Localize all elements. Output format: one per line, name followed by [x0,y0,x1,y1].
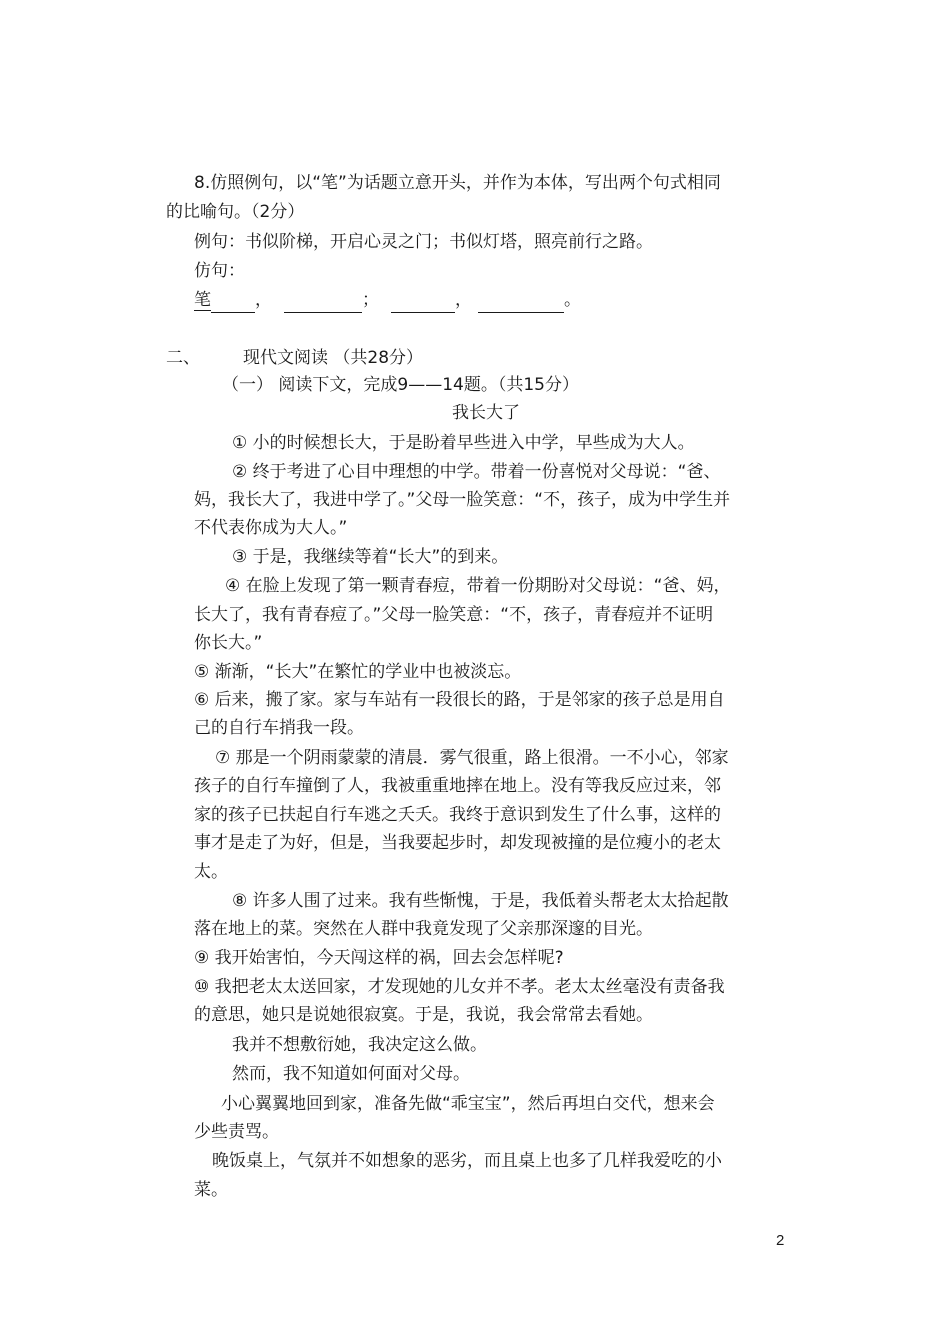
answer-blank-3[interactable] [391,292,455,313]
q8-imitate-label: 仿句： [194,261,245,281]
essay-line: ④ 在脸上发现了第一颗青春痘，带着一份期盼对父母说：“爸、妈， [225,576,731,596]
answer-blank-1[interactable] [211,292,255,313]
q8-line-2: 的比喻句。（2分） [166,202,305,222]
essay-line: 妈，我长大了，我进中学了。”父母一脸笑意：“不，孩子，成为中学生并 [194,490,731,510]
essay-line: 落在地上的菜。突然在人群中我竟发现了父亲那深邃的目光。 [194,919,653,939]
essay-line: 的意思，她只是说她很寂寞。于是，我说，我会常常去看她。 [194,1005,653,1025]
essay-line: 长大了，我有青春痘了。”父母一脸笑意：“不，孩子，青春痘并不证明 [194,605,714,625]
answer-sep-1: ， [255,290,272,310]
essay-line: ⑥ 后来，搬了家。家与车站有一段很长的路，于是邻家的孩子总是用自 [194,690,725,710]
answer-end: 。 [564,290,581,310]
section-number: 二、 [166,348,200,368]
essay-line: 然而，我不知道如何面对父母。 [232,1064,470,1084]
essay-line: 少些责骂。 [194,1122,279,1142]
essay-line: 太。 [194,862,228,882]
essay-line: 事才是走了为好，但是，当我要起步时，却发现被撞的是位瘦小的老太 [194,833,721,853]
q8-example: 例句：书似阶梯，开启心灵之门；书似灯塔，照亮前行之路。 [194,232,653,252]
essay-line: ② 终于考进了心目中理想的中学。带着一份喜悦对父母说：“爸、 [232,462,721,482]
answer-blank-2[interactable] [284,292,362,313]
q8-answer-line [194,288,581,313]
essay-line: ③ 于是，我继续等着“长大”的到来。 [232,547,509,567]
essay-line: 孩子的自行车撞倒了人，我被重重地摔在地上。没有等我反应过来，邻 [194,776,721,796]
section-subtitle: （一） 阅读下文，完成9——14题。（共15分） [222,375,579,395]
section-title: 现代文阅读 （共28分） [243,348,424,368]
essay-line: 不代表你成为大人。” [194,518,348,538]
q8-line-1: 8.仿照例句，以“笔”为话题立意开头，并作为本体，写出两个句式相同 [194,173,721,193]
essay-line: ⑧ 许多人围了过来。我有些惭愧，于是，我低着头帮老太太拾起散 [232,891,729,911]
page-number: 2 [776,1232,785,1249]
essay-line: 小心翼翼地回到家，准备先做“乖宝宝”，然后再坦白交代，想来会 [221,1094,715,1114]
essay-line: 你长大。” [194,633,263,653]
essay-title: 我长大了 [452,403,520,423]
answer-prefix: 笔 [194,290,211,310]
answer-blank-4[interactable] [478,292,564,313]
essay-line: 己的自行车捎我一段。 [194,718,364,738]
essay-line: 菜。 [194,1180,228,1200]
essay-line: ⑩ 我把老太太送回家，才发现她的儿女并不孝。老太太丝毫没有责备我 [194,977,725,997]
essay-line: 家的孩子已扶起自行车逃之夭夭。我终于意识到发生了什么事，这样的 [194,805,721,825]
essay-line: 晚饭桌上，气氛并不如想象的恶劣，而且桌上也多了几样我爱吃的小 [212,1151,722,1171]
essay-line: ① 小的时候想长大，于是盼着早些进入中学，早些成为大人。 [232,433,695,453]
essay-line: ⑦ 那是一个阴雨蒙蒙的清晨．雾气很重，路上很滑。一不小心，邻家 [215,748,729,768]
essay-line: ⑨ 我开始害怕，今天闯这样的祸，回去会怎样呢? [194,948,564,968]
answer-sep-3: ， [455,290,472,310]
essay-line: 我并不想敷衍她，我决定这么做。 [232,1035,487,1055]
answer-sep-2: ； [362,290,379,310]
essay-line: ⑤ 渐渐，“长大”在繁忙的学业中也被淡忘。 [194,662,522,682]
